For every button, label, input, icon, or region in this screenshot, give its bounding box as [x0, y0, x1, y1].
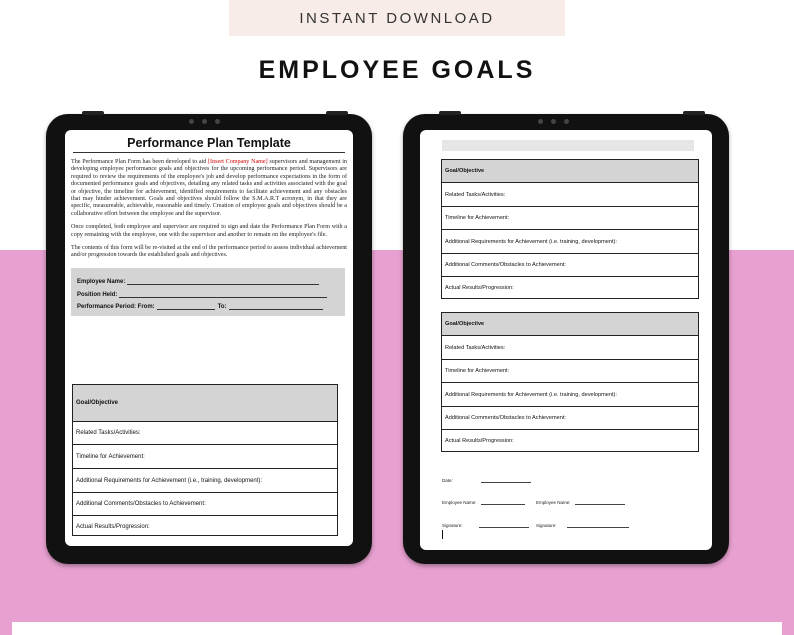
right-document-screen [420, 130, 712, 550]
document-title: Performance Plan Template [127, 136, 291, 150]
row-label: Additional Requirements for Achievement (i.e., training, development): [76, 477, 263, 484]
employee-name-field-1[interactable] [442, 500, 525, 505]
signing-paragraph: Once completed, both employee and supervisor are required to sign and date the Performance Plan Form with a copy remaining with the employee, one with the supervisor and another to remain on the employee's file. [71, 224, 347, 238]
goal-objective-table [72, 384, 338, 536]
signature-line [479, 523, 529, 528]
row-label: Additional Comments/Obstacles to Achievement: [445, 415, 566, 421]
table-row[interactable] [442, 207, 698, 230]
period-from-line [157, 303, 215, 310]
position-held-label: Position Held: [77, 291, 118, 298]
table-row[interactable] [442, 430, 698, 452]
row-label: Additional Requirements for Achievement (i.e. training, development): [445, 238, 617, 245]
table-row[interactable] [442, 277, 698, 299]
position-held-field[interactable] [77, 285, 339, 298]
goal-objective-header [442, 313, 698, 336]
table-row[interactable] [73, 445, 337, 469]
row-label: Actual Results/Progression: [445, 285, 514, 291]
row-label: Actual Results/Progression: [76, 524, 150, 530]
camera-icon [202, 119, 207, 124]
tablet-top-button [82, 111, 104, 115]
goal-objective-header [73, 385, 337, 422]
title-divider [73, 152, 345, 153]
camera-icon [538, 119, 543, 124]
date-field[interactable] [442, 478, 531, 483]
employee-info-box [71, 268, 345, 316]
camera-icon [189, 119, 194, 124]
date-label: Date: [442, 478, 453, 483]
table-row[interactable] [73, 469, 337, 493]
employee-name-field-2[interactable] [536, 500, 625, 505]
table-row[interactable] [73, 422, 337, 445]
goal-objective-table-2 [441, 312, 699, 452]
row-label: Timeline for Achievement: [445, 215, 510, 221]
camera-icon [215, 119, 220, 124]
table-row[interactable] [442, 407, 698, 430]
table-row[interactable] [442, 230, 698, 254]
right-tablet [403, 114, 729, 564]
table-row[interactable] [73, 493, 337, 516]
instant-download-badge [229, 0, 565, 36]
left-tablet [46, 114, 372, 564]
review-paragraph: The contents of this form will be re-visited at the end of the performance period to assess individual achievement and/or progression towards the established goals and objectives. [71, 245, 347, 259]
table-row[interactable] [73, 516, 337, 538]
row-label: Timeline for Achievement: [445, 368, 510, 374]
tablet-top-button [439, 111, 461, 115]
signature-field-2[interactable] [536, 523, 629, 528]
table-row[interactable] [442, 183, 698, 207]
row-label: Additional Comments/Obstacles to Achievement: [445, 262, 566, 268]
camera-icon [564, 119, 569, 124]
table-row[interactable] [442, 336, 698, 360]
employee-name-line [127, 278, 319, 285]
row-label: Related Tasks/Activities: [445, 344, 506, 351]
bottom-white-strip [12, 622, 782, 635]
row-label: Additional Requirements for Achievement (i.e. training, development): [445, 391, 617, 398]
table-row[interactable] [442, 360, 698, 383]
camera-icon [551, 119, 556, 124]
employee-name-label: Employee Name: [77, 279, 126, 286]
company-name-placeholder: [Insert Company Name] [208, 159, 268, 165]
employee-name-label: Employee Name: [442, 500, 477, 505]
date-line [481, 478, 531, 483]
intro-text: The Performance Plan Form has been developed to aid [71, 159, 209, 165]
left-document-screen [65, 130, 353, 546]
period-to-label: To: [217, 304, 227, 311]
employee-name-line [575, 500, 625, 505]
intro-paragraph [71, 159, 347, 218]
employee-name-field[interactable] [77, 273, 339, 286]
badge-text: INSTANT DOWNLOAD [299, 9, 495, 27]
signature-label: Signature: [536, 523, 557, 528]
signature-line [567, 523, 629, 528]
signature-label: Signature: [442, 523, 463, 528]
period-from-label: Performance Period: From: [77, 304, 155, 311]
intro-text-continued: supervisors and management in developing employee performance goals and objectives for the upcoming performance period. Supervisors are required to review the requirements of the employee's job and develop performance expectations in the form of documented performance goals and objectives, detailing any related tasks and activities associated with the goal or objective, the timeline for achievement, identified requirements to facilitate achievement and any obstacles that may hinder achievement. Goals and objectives should follow the S.M.A.R.T acronym, in that they are specific, measureable, achievable, reasonable and timely. Creation of employee goals and objectives should be a collaborative effort between the employee and the supervisor. [71, 159, 347, 217]
row-label: Timeline for Achievement: [76, 453, 145, 460]
tablet-top-button [326, 111, 348, 115]
text-cursor [442, 530, 443, 539]
performance-period-field[interactable] [77, 298, 339, 311]
row-label: Actual Results/Progression: [445, 438, 514, 444]
tablet-top-button [683, 111, 705, 115]
table-row[interactable] [442, 254, 698, 277]
row-label: Related Tasks/Activities: [445, 191, 506, 198]
goal-objective-header [442, 160, 698, 183]
headline-title: EMPLOYEE GOALS [258, 56, 536, 84]
row-label: Related Tasks/Activities: [76, 430, 141, 436]
position-held-line [119, 291, 327, 298]
goal-objective-label: Goal/Objective [445, 321, 485, 327]
table-row[interactable] [442, 383, 698, 407]
employee-name-label: Employee Name: [536, 500, 571, 505]
period-to-line [229, 303, 323, 310]
employee-name-line [481, 500, 525, 505]
goal-objective-label: Goal/Objective [445, 168, 485, 174]
page-top-bar [442, 140, 694, 151]
goal-objective-table-1 [441, 159, 699, 299]
row-label: Additional Comments/Obstacles to Achievement: [76, 501, 206, 507]
signature-field-1[interactable] [442, 523, 529, 528]
goal-objective-label: Goal/Objective [76, 400, 119, 406]
